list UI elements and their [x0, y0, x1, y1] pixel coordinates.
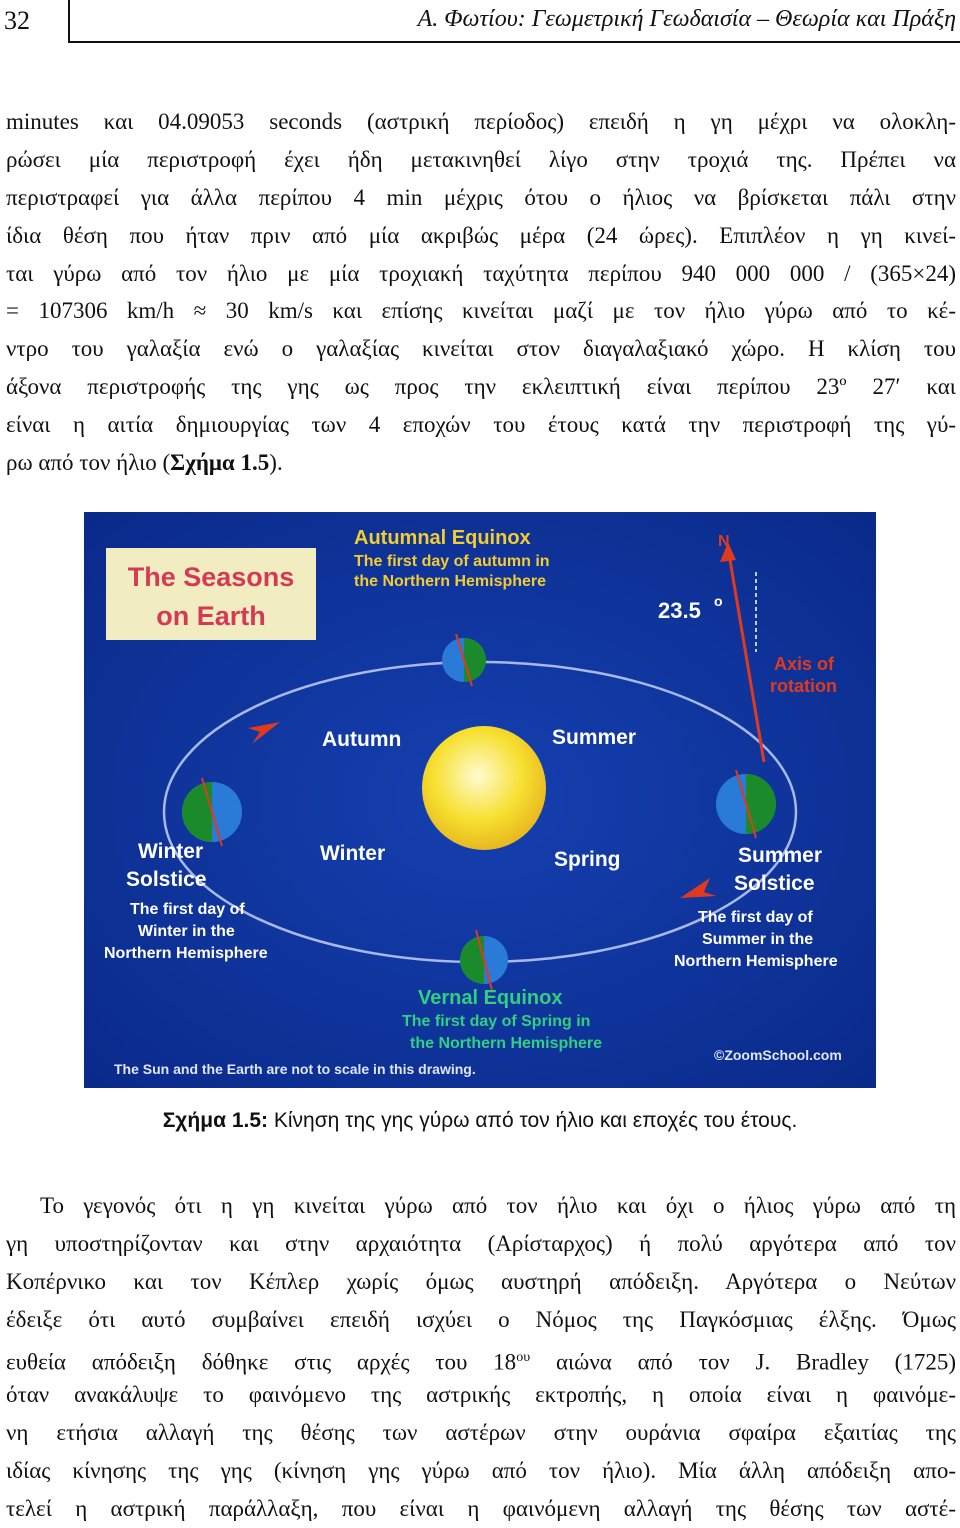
degree-sign: o — [714, 593, 723, 609]
autumnal-subtitle-1: The first day of autumn in — [354, 553, 550, 570]
autumnal-subtitle-2: the Northern Hemisphere — [354, 573, 547, 590]
header-divider — [68, 0, 70, 42]
ordinal-suffix: ου — [516, 1349, 531, 1365]
summer-sub-3: Northern Hemisphere — [674, 953, 838, 970]
text-line: ιδίας κίνησης της γης (κίνηση γης γύρω από τον ήλιο). Μία άλλη απόδειξη απο- — [6, 1458, 956, 1484]
north-label: N — [718, 533, 730, 550]
text-line: τελεί η αστρική παράλλαξη, που είναι η φαινόμενη αλλαγή της θέσης των αστέ- — [6, 1496, 956, 1522]
text-line — [6, 444, 956, 482]
text-line: ίδια θέση που ήταν πριν από μία ακριβώς μέρα (24 ώρες). Επιπλέον η γη κινεί- — [6, 222, 956, 248]
figure-caption — [0, 1109, 960, 1133]
seasons-figure — [84, 512, 876, 1088]
label-winter: Winter — [320, 842, 386, 865]
running-title: Α. Φωτίου: Γεωμετρική Γεωδαισία – Θεωρία και Πράξη — [417, 6, 956, 32]
text-line: νη ετήσια αλλαγή της θέσης των αστέρων στην ουράνια σφαίρα εξαιτίας της — [6, 1420, 956, 1446]
winter-sub-2: Winter in the — [138, 923, 235, 940]
summer-sub-2: Summer in the — [702, 931, 814, 948]
winter-solstice-title-1: Winter — [138, 840, 204, 863]
running-header — [0, 0, 960, 44]
axis-label-1: Axis of — [774, 654, 835, 674]
text-run: ). — [269, 450, 283, 476]
label-spring: Spring — [554, 848, 621, 871]
text-line: είναι η αιτία δημιουργίας των 4 εποχών του έτους κατά την περιστροφή της γύ- — [6, 412, 956, 438]
text-line: Το γεγονός ότι η γη κινείται γύρω από τον ήλιο και όχι ο ήλιος γύρω από τη — [40, 1193, 956, 1218]
figure-footnote: The Sun and the Earth are not to scale in this drawing. — [114, 1061, 476, 1077]
tilt-angle-label: 23.5 — [658, 598, 701, 623]
winter-solstice-title-2: Solstice — [126, 868, 207, 891]
text-run: αιώνα από τον J. Bradley (1725) — [530, 1349, 956, 1375]
text-line: περιστραφεί για άλλα περίπου 4 min μέχρις ότου ο ήλιος να βρίσκεται πάλι στην — [6, 184, 956, 210]
text-line: ντρο του γαλαξία ενώ ο γαλαξίας κινείται στον διαγαλαξιακό χώρο. Η κλίση του — [6, 336, 956, 362]
figure-reference: Σχήμα 1.5 — [170, 450, 270, 476]
autumnal-equinox-title: Autumnal Equinox — [354, 527, 531, 549]
paragraph-1 — [6, 103, 956, 482]
vernal-subtitle-1: The first day of Spring in — [402, 1013, 591, 1030]
text-line: όταν ανακάλυψε το φαινόμενο της αστρικής εκτροπής, η οποία είναι η φαινόμε- — [6, 1382, 956, 1408]
vernal-equinox-title: Vernal Equinox — [418, 987, 563, 1009]
summer-solstice-title-1: Summer — [738, 844, 823, 867]
caption-label: Σχήμα 1.5: — [162, 1109, 269, 1132]
caption-text: Κίνηση της γης γύρω από τον ήλιο και εποχές του έτους. — [268, 1109, 798, 1132]
figure-title-line1: The Seasons — [127, 562, 295, 592]
header-underline — [68, 41, 960, 43]
text-line: έδειξε ότι αυτό συμβαίνει επειδή ισχύει ο Νόμος της Παγκόσμιας έλξης. Όμως — [6, 1306, 956, 1332]
text-run: ρω από τον ήλιο ( — [6, 450, 171, 476]
label-autumn: Autumn — [322, 728, 402, 751]
figure-credit: ©ZoomSchool.com — [714, 1047, 842, 1063]
text-line: Κοπέρνικο και τον Κέπλερ χωρίς όμως αυστηρή απόδειξη. Αργότερα ο Νεύτων — [6, 1268, 956, 1294]
vernal-subtitle-2: the Northern Hemisphere — [410, 1035, 603, 1052]
winter-sub-3: Northern Hemisphere — [104, 945, 268, 962]
text-line — [6, 1339, 956, 1377]
sun — [422, 726, 546, 850]
text-line: γη υποστηρίζονταν και στην αρχαιότητα (Αρίσταρχος) ή πολύ αργότερα από τον — [6, 1230, 956, 1256]
page-number: 32 — [4, 6, 30, 35]
text-line: ται γύρω από τον ήλιο με μία τροχιακή ταχύτητα περίπου 940 000 000 / (365×24) — [6, 260, 956, 286]
summer-solstice-title-2: Solstice — [734, 872, 815, 895]
axis-label-2: rotation — [770, 676, 837, 696]
summer-sub-1: The first day of — [698, 909, 813, 926]
text-line: άξονα περιστροφής της γης ως προς την εκλειπτική είναι περίπου 23º 27′ και — [6, 374, 956, 400]
figure-title-line2: on Earth — [156, 601, 266, 631]
label-summer: Summer — [552, 726, 637, 749]
text-line: = 107306 km/h ≈ 30 km/s και επίσης κινείται μαζί με τον ήλιο γύρω από το κέ- — [6, 298, 956, 324]
text-line: minutes και 04.09053 seconds (αστρική περίοδος) επειδή η γη μέχρι να ολοκλη- — [6, 109, 956, 134]
text-run: ευθεία απόδειξη δόθηκε στις αρχές του 18 — [6, 1349, 517, 1375]
paragraph-2 — [6, 1187, 956, 1528]
winter-sub-1: The first day of — [130, 901, 245, 918]
text-line: ρώσει μία περιστροφή έχει ήδη μετακινηθεί λίγο στην τροχιά της. Πρέπει να — [6, 146, 956, 172]
